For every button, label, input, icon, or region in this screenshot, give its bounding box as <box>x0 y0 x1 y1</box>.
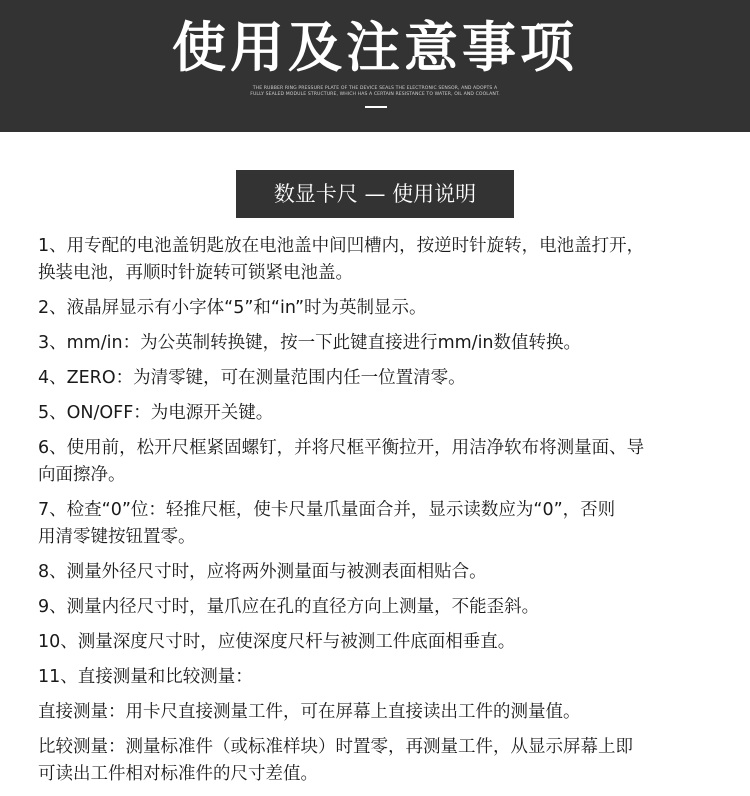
instruction-line: 5、ON/OFF：为电源开关键。 <box>38 403 274 423</box>
instruction-item <box>38 497 728 551</box>
instruction-line: 4、ZERO：为清零键，可在测量范围内任一位置清零。 <box>38 368 466 388</box>
instruction-line: 换装电池，再顺时针旋转可锁紧电池盖。 <box>38 263 353 283</box>
instruction-line: 11、直接测量和比较测量： <box>38 667 253 687</box>
instruction-line: 1、用专配的电池盖钥匙放在电池盖中间凹槽内，按逆时针旋转，电池盖打开， <box>38 236 645 256</box>
header-banner <box>0 0 750 132</box>
instruction-line: 6、使用前，松开尺框紧固螺钉，并将尺框平衡拉开，用洁净软布将测量面、导 <box>38 438 645 458</box>
instruction-item <box>38 435 728 489</box>
instruction-line: 可读出工件相对标准件的尺寸差值。 <box>38 764 318 784</box>
instruction-item <box>38 295 728 322</box>
instruction-item <box>38 400 728 427</box>
section-label: 数显卡尺 — 使用说明 <box>236 170 514 218</box>
subtitle-line-1: THE RUBBER RING PRESSURE PLATE OF THE DEVICE SEALS THE ELECTRONIC SENSOR, AND ADOPTS A <box>252 86 498 91</box>
instruction-item <box>38 365 728 392</box>
instruction-line: 比较测量：测量标准件（或标准样块）时置零，再测量工件，从显示屏幕上即 <box>38 737 633 757</box>
instruction-line: 8、测量外径尺寸时，应将两外测量面与被测表面相贴合。 <box>38 562 487 582</box>
instruction-line: 3、mm/in：为公英制转换键，按一下此键直接进行mm/in数值转换。 <box>38 333 582 353</box>
instruction-line: 向面擦净。 <box>38 465 126 485</box>
instruction-item <box>38 594 728 621</box>
instruction-item <box>38 330 728 357</box>
instruction-item <box>38 629 728 656</box>
divider-dash <box>365 106 387 108</box>
page-title: 使用及注意事项 <box>172 16 578 79</box>
instruction-item <box>38 664 728 691</box>
subtitle-line-2: FULLY SEALED MODULE STRUCTURE, WHICH HAS A CERTAIN RESISTANCE TO WATER, OIL AND COOLANT. <box>250 92 500 97</box>
instruction-line: 2、液晶屏显示有小字体“5”和“in”时为英制显示。 <box>38 298 427 318</box>
instruction-item <box>38 559 728 586</box>
instruction-line: 7、检查“0”位：轻推尺框，使卡尺量爪量面合并，显示读数应为“0”，否则 <box>38 500 616 520</box>
instruction-line: 9、测量内径尺寸时，量爪应在孔的直径方向上测量，不能歪斜。 <box>38 597 540 617</box>
instruction-line: 用清零键按钮置零。 <box>38 527 196 547</box>
instruction-line: 直接测量：用卡尺直接测量工件，可在屏幕上直接读出工件的测量值。 <box>38 702 581 722</box>
instruction-item <box>38 233 728 287</box>
instruction-line: 10、测量深度尺寸时，应使深度尺杆与被测工件底面相垂直。 <box>38 632 516 652</box>
instruction-item <box>38 699 728 726</box>
instructions-list <box>38 233 728 796</box>
